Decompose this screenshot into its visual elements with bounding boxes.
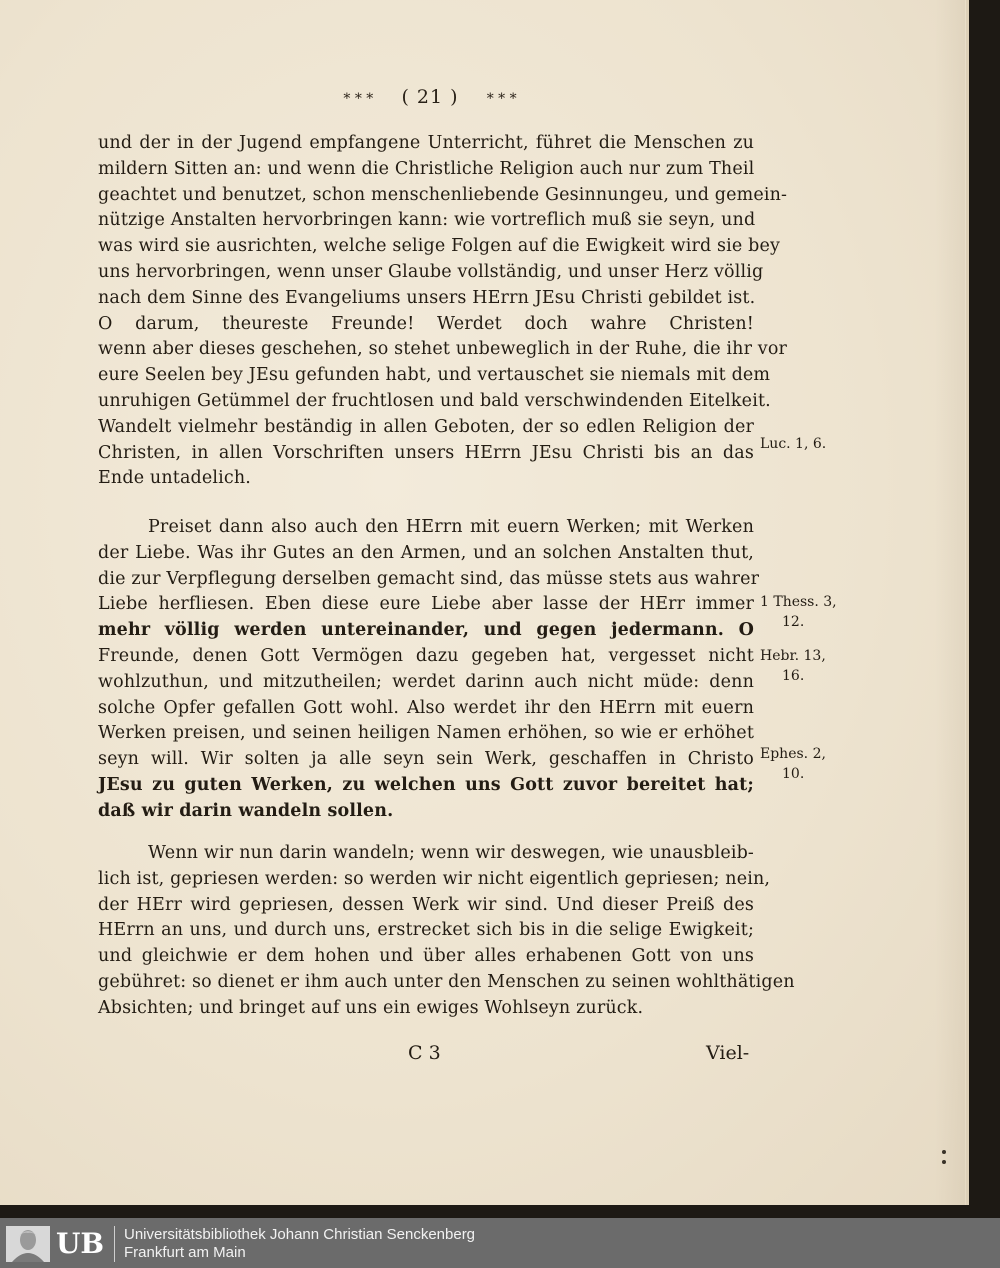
margin-note-luc: Luc. 1, 6. <box>760 436 827 452</box>
text-line: wohlzuthun, und mitzutheilen; werdet darinn auch nicht müde: denn <box>98 671 754 692</box>
page-header <box>0 86 860 108</box>
text-line: der HErr wird gepriesen, dessen Werk wir sind. Und dieser Preiß des <box>98 894 754 915</box>
signature-mark: C 3 <box>408 1042 441 1064</box>
text-line: HErrn an uns, und durch uns, erstrecket sich bis in die selige Ewigkeit; <box>98 920 754 941</box>
text-line: Freunde, denen Gott Vermögen dazu gegeben hat, vergesset nicht <box>98 645 754 666</box>
text-line: Preiset dann also auch den HErrn mit euern Werken; mit Werken <box>148 517 754 537</box>
text-line: lich ist, gepriesen werden: so werden wir nicht eigentlich gepriesen; nein, <box>98 868 771 889</box>
paragraph-2 <box>98 515 760 825</box>
text-line: gebühret: so dienet er ihm auch unter den Menschen zu seinen wohlthätigen <box>98 971 795 992</box>
margin-note-hebr: Hebr. 13, <box>760 648 826 664</box>
catchword: Viel- <box>706 1042 750 1064</box>
paragraph-1 <box>98 131 788 492</box>
margin-note-thess: 1 Thess. 3, <box>760 594 837 610</box>
institution-banner <box>0 1218 1000 1268</box>
text-line: nützige Anstalten hervorbringen kann: wie vortreflich muß sie seyn, und <box>98 210 756 231</box>
scan-artifact <box>942 1150 946 1154</box>
text-line: Liebe herfliesen. Eben diese eure Liebe aber lasse der HErr immer <box>98 594 754 615</box>
scan-artifact <box>942 1160 946 1164</box>
text-line: eure Seelen bey JEsu gefunden habt, und vertauschet sie niemals mit dem <box>98 365 771 386</box>
text-line: seyn will. Wir solten ja alle seyn sein Werk, geschaffen in Christo <box>98 749 754 770</box>
logo-divider <box>114 1226 115 1262</box>
text-line: geachtet und benutzet, schon menschenliebende Gesinnungeu, und gemein- <box>98 184 788 205</box>
institution-city: Frankfurt am Main <box>124 1244 246 1261</box>
margin-note-ephes: Ephes. 2, <box>760 746 826 762</box>
portrait-logo-icon <box>6 1226 50 1262</box>
page-edge-shadow <box>935 0 965 1205</box>
text-line: Christen, in allen Vorschriften unsers HErrn JEsu Christi bis an das <box>98 442 754 463</box>
text-line: JEsu zu guten Werken, zu welchen uns Gott zuvor bereitet hat; <box>98 774 754 795</box>
text-line: nach dem Sinne des Evangeliums unsers HErrn JEsu Christi gebildet ist. <box>98 287 756 308</box>
text-line: wenn aber dieses geschehen, so stehet unbeweglich in der Ruhe, die ihr vor <box>98 339 788 360</box>
text-line: Absichten; und bringet auf uns ein ewiges Wohlseyn zurück. <box>98 997 644 1018</box>
text-line: die zur Verpflegung derselben gemacht sind, das müsse stets aus wahrer <box>98 568 760 589</box>
margin-note-ephes-verse: 10. <box>782 766 805 782</box>
text-line: O darum, theureste Freunde! Werdet doch wahre Christen! <box>98 313 754 334</box>
margin-note-hebr-verse: 16. <box>782 668 805 684</box>
institution-name: Universitätsbibliothek Johann Christian Senckenberg <box>124 1226 476 1243</box>
header-ornament-left: * * * <box>343 91 374 107</box>
text-line: Wenn wir nun darin wandeln; wenn wir deswegen, wie unausbleib- <box>148 843 754 863</box>
text-line: uns hervorbringen, wenn unser Glaube vollständig, und unser Herz völlig <box>98 261 764 282</box>
text-line: und gleichwie er dem hohen und über alles erhabenen Gott von uns <box>98 946 754 967</box>
page-number: ( 21 ) <box>401 86 459 108</box>
text-line: solche Opfer gefallen Gott wohl. Also werdet ihr den HErrn mit euern <box>98 697 754 718</box>
text-line: mildern Sitten an: und wenn die Christliche Religion auch nur zum Theil <box>98 158 755 179</box>
paragraph-3 <box>98 841 795 1022</box>
text-line: Werken preisen, und seinen heiligen Namen erhöhen, so wie er erhöhet <box>98 723 754 744</box>
text-line: der Liebe. Was ihr Gutes an den Armen, und an solchen Anstalten thut, <box>98 542 754 563</box>
margin-note-thess-verse: 12. <box>782 614 805 630</box>
text-line: mehr völlig werden untereinander, und gegen jedermann. O <box>98 620 754 641</box>
text-line: was wird sie ausrichten, welche selige Folgen auf die Ewigkeit wird sie bey <box>98 236 781 257</box>
text-line: daß wir darin wandeln sollen. <box>98 800 394 821</box>
text-line: unruhigen Getümmel der fruchtlosen und bald verschwindenden Eitelkeit. <box>98 390 771 411</box>
text-line: Wandelt vielmehr beständig in allen Geboten, der so edlen Religion der <box>98 416 754 437</box>
text-line: Ende untadelich. <box>98 468 251 489</box>
header-ornament-right: * * * <box>486 91 517 107</box>
text-line: und der in der Jugend empfangene Unterricht, führet die Menschen zu <box>98 133 754 153</box>
library-logo: UB <box>56 1227 105 1260</box>
